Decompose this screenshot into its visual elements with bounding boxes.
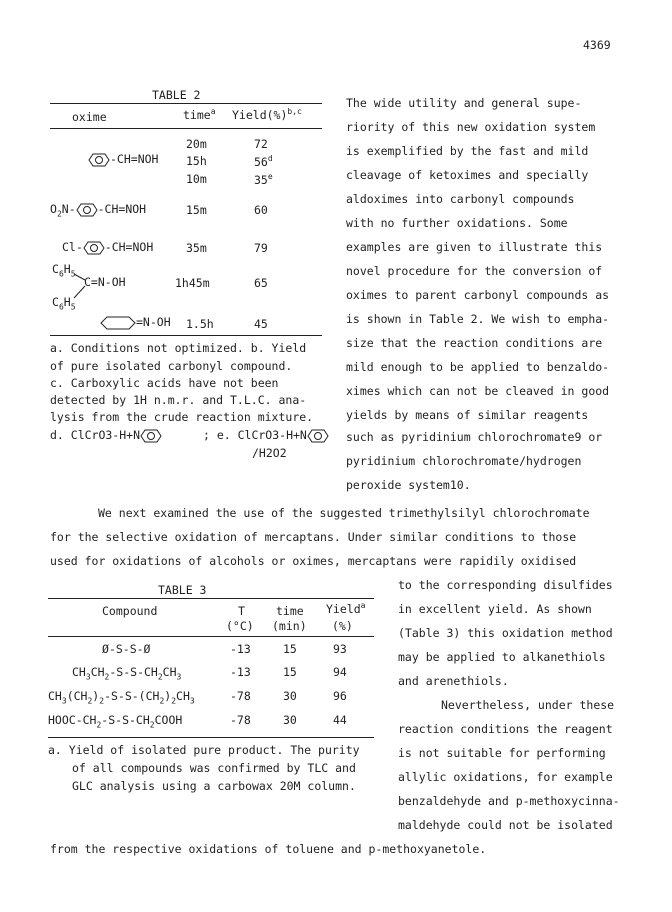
text-line: oximes to parent carbonyl compounds as — [346, 288, 610, 302]
footnote-line: a. Yield of isolated pure product. The purity — [48, 743, 360, 757]
text-line: maldehyde could not be isolated — [398, 818, 613, 832]
time-cell: 15h — [186, 154, 207, 168]
time-cell: 1h45m — [175, 276, 210, 290]
yield-cell: 44 — [333, 713, 347, 727]
header-t-unit: (°C) — [226, 619, 254, 633]
footnote-e-tail: /H2O2 — [252, 446, 287, 460]
text-line: allylic oxidations, for example — [398, 770, 613, 784]
compound-cell: Ø-S-S-Ø — [102, 642, 151, 656]
yield-cell: 72 — [254, 137, 268, 151]
text-line: pyridinium chlorochromate/hydrogen — [346, 454, 582, 468]
text-line: We next examined the use of the suggested trimethylsilyl chlorochromate — [98, 506, 590, 520]
header-time: time$^a$ — [183, 107, 216, 122]
table-row-bottom: $C_6H_5$ — [52, 295, 76, 312]
temp-cell: -13 — [230, 665, 251, 679]
table-row: -CH=NOH — [88, 152, 158, 167]
temp-cell: -13 — [230, 642, 251, 656]
text-line: for the selective oxidation of mercaptans. Under similar conditions to those — [50, 530, 577, 544]
text-line: Nevertheless, under these — [441, 698, 615, 712]
table-rule — [50, 103, 322, 104]
text-line: such as pyridinium chlorochromate9 or — [346, 430, 603, 444]
yield-cell: 45 — [254, 317, 268, 331]
table-rule — [48, 737, 374, 738]
yield-cell: 35e — [254, 172, 273, 187]
time-cell: 30 — [283, 689, 297, 703]
table-row: $O_2N-$ -CH=NOH — [50, 202, 147, 219]
text-line: is not suitable for performing — [398, 746, 606, 760]
yield-cell: 60 — [254, 203, 268, 217]
text-line: and arenethiols. — [398, 674, 509, 688]
cyclohexane-ring-icon — [100, 316, 136, 330]
header-yield: Yield$^a$ — [326, 601, 366, 616]
table-row: =N-OH — [100, 315, 171, 330]
text-line: aldoximes into carbonyl compounds — [346, 192, 575, 206]
footnote-line: lysis from the crude reaction mixture. — [50, 410, 314, 424]
benzene-ring-icon — [88, 153, 110, 167]
temp-cell: -78 — [230, 689, 251, 703]
yield-cell: 65 — [254, 276, 268, 290]
yield-cell: 56$^d$ — [254, 154, 273, 169]
text-line: mild enough to be applied to benzaldo- — [346, 360, 610, 374]
header-time: time — [276, 604, 304, 618]
benzene-ring-icon — [83, 241, 105, 255]
time-cell: 35m — [186, 241, 207, 255]
table-2-title: TABLE 2 — [152, 88, 201, 102]
text-line: with no further oxidations. Some — [346, 216, 568, 230]
temp-cell: -78 — [230, 713, 251, 727]
table-row-top: $C_6H_5$ — [52, 262, 76, 279]
header-t: T — [238, 604, 245, 618]
text-line: benzaldehyde and p-methoxycinna- — [398, 794, 620, 808]
table-rule — [48, 598, 374, 599]
text-line: examples are given to illustrate this — [346, 240, 603, 254]
page-number: 4369 — [583, 38, 611, 52]
yield-cell: 94 — [333, 665, 347, 679]
text-line: may be applied to alkanethiols — [398, 650, 606, 664]
footnote-e: ; e. ClCrO3-H+N — [203, 428, 329, 443]
compound-cell: $CH_3CH_2-S-S-CH_2CH_3$ — [72, 665, 182, 682]
header-oxime: oxime — [72, 110, 107, 124]
yield-cell: 93 — [333, 642, 347, 656]
table-3-title: TABLE 3 — [158, 583, 207, 597]
text-line: reaction conditions the reagent — [398, 722, 613, 736]
text-line: (Table 3) this oxidation method — [398, 626, 613, 640]
time-cell: 15 — [283, 642, 297, 656]
compound-cell: $CH_3(CH_2)_2-S-S-(CH_2)_2CH_3$ — [48, 689, 195, 706]
text-line: yields by means of similar reagents — [346, 408, 589, 422]
time-cell: 15 — [283, 665, 297, 679]
time-cell: 20m — [186, 137, 207, 151]
footnote-d: d. ClCrO3-H+N — [50, 428, 162, 443]
text-line: size that the reaction conditions are — [346, 336, 603, 350]
pyridine-ring-icon — [140, 429, 162, 443]
text-line: in excellent yield. As shown — [398, 602, 592, 616]
text-line: peroxide system10. — [346, 478, 471, 492]
footnote-line: a. Conditions not optimized. b. Yield — [50, 341, 307, 355]
header-yield-unit: (%) — [332, 619, 353, 633]
time-cell: 15m — [186, 203, 207, 217]
benzene-ring-icon — [76, 203, 98, 217]
footnote-line: of all compounds was confirmed by TLC and — [72, 761, 356, 775]
table-row: Cl- -CH=NOH — [62, 240, 154, 254]
text-line: to the corresponding disulfides — [398, 578, 613, 592]
text-line: novel procedure for the conversion of — [346, 264, 603, 278]
yield-cell: 79 — [254, 241, 268, 255]
header-time-unit: (min) — [272, 619, 307, 633]
text-line: cleavage of ketoximes and specially — [346, 168, 589, 182]
text-line: from the respective oxidations of toluene and p-methoxyanetole. — [50, 842, 487, 856]
footnote-line: c. Carboxylic acids have not been — [50, 376, 279, 390]
compound-cell: HOOC-$CH_2-S-S-CH_2COOH$ — [48, 713, 183, 730]
text-line: is shown in Table 2. We wish to empha- — [346, 312, 610, 326]
text-line: The wide utility and general supe- — [346, 96, 582, 110]
text-line: ximes which can not be cleaved in good — [346, 384, 610, 398]
footnote-line: of pure isolated carbonyl compound. — [50, 359, 293, 373]
pyridine-ring-icon — [307, 429, 329, 443]
text-line: riority of this new oxidation system — [346, 120, 596, 134]
footnote-line: GLC analysis using a carbowax 20M column. — [72, 779, 356, 793]
time-cell: 30 — [283, 713, 297, 727]
table-rule — [50, 128, 322, 129]
header-yield: Yield(%)$^{b,c}$ — [232, 107, 302, 122]
table-rule — [50, 335, 322, 336]
time-cell: 10m — [186, 172, 207, 186]
table-row: C=N-OH — [84, 275, 126, 289]
text-line: used for oxidations of alcohols or oximes, mercaptans were rapidily oxidised — [50, 554, 577, 568]
table-rule — [48, 636, 374, 637]
footnote-line: detected by 1H n.m.r. and T.L.C. ana- — [50, 393, 307, 407]
header-compound: Compound — [102, 604, 158, 618]
yield-cell: 96 — [333, 689, 347, 703]
time-cell: 1.5h — [186, 317, 214, 331]
text-line: is exemplified by the fast and mild — [346, 144, 589, 158]
